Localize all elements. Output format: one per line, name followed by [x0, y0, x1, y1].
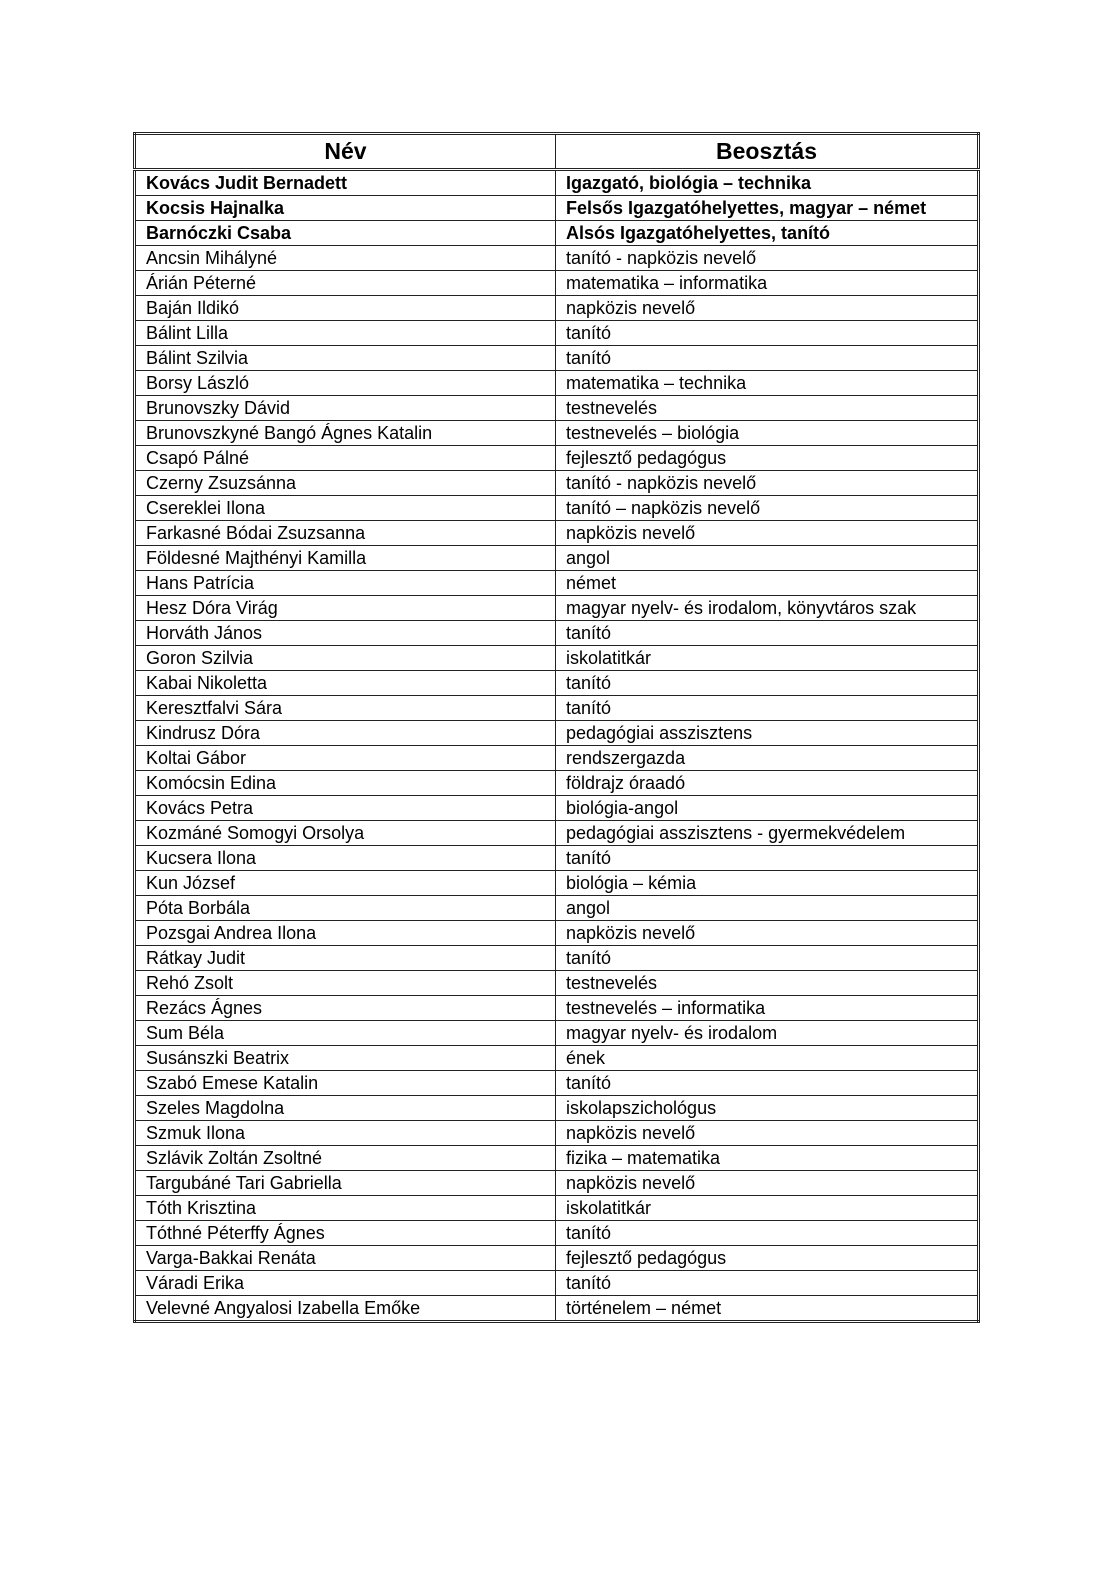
cell-role: rendszergazda: [556, 746, 979, 771]
cell-name: Csapó Pálné: [135, 446, 556, 471]
cell-role: Felsős Igazgatóhelyettes, magyar – német: [556, 196, 979, 221]
cell-role: napközis nevelő: [556, 296, 979, 321]
cell-name: Kun József: [135, 871, 556, 896]
table-row: [135, 546, 979, 571]
cell-name: Bálint Szilvia: [135, 346, 556, 371]
cell-name: Váradi Erika: [135, 1271, 556, 1296]
table-row: [135, 1246, 979, 1271]
table-row: [135, 1046, 979, 1071]
table-row: [135, 721, 979, 746]
table-row: [135, 246, 979, 271]
cell-role: tanító: [556, 1221, 979, 1246]
cell-role: iskolatitkár: [556, 646, 979, 671]
cell-role: magyar nyelv- és irodalom, könyvtáros szak: [556, 596, 979, 621]
cell-name: Kovács Judit Bernadett: [135, 170, 556, 196]
cell-name: Tóthné Péterffy Ágnes: [135, 1221, 556, 1246]
cell-role: angol: [556, 896, 979, 921]
cell-name: Czerny Zsuzsánna: [135, 471, 556, 496]
cell-role: testnevelés – biológia: [556, 421, 979, 446]
header-row: [135, 134, 979, 170]
cell-role: napközis nevelő: [556, 521, 979, 546]
table-row: [135, 1271, 979, 1296]
table-row: [135, 1071, 979, 1096]
cell-role: tanító: [556, 946, 979, 971]
table-row: [135, 1196, 979, 1221]
cell-role: napközis nevelő: [556, 921, 979, 946]
cell-name: Bálint Lilla: [135, 321, 556, 346]
cell-name: Komócsin Edina: [135, 771, 556, 796]
table-row: [135, 421, 979, 446]
table-row: [135, 271, 979, 296]
cell-name: Hesz Dóra Virág: [135, 596, 556, 621]
cell-role: fejlesztő pedagógus: [556, 446, 979, 471]
column-header-name: Név: [135, 134, 556, 170]
cell-role: ének: [556, 1046, 979, 1071]
cell-name: Barnóczki Csaba: [135, 221, 556, 246]
cell-name: Rezács Ágnes: [135, 996, 556, 1021]
cell-name: Kovács Petra: [135, 796, 556, 821]
cell-role: testnevelés – informatika: [556, 996, 979, 1021]
table-row: [135, 446, 979, 471]
table-row: [135, 846, 979, 871]
table-row: [135, 646, 979, 671]
table-row: [135, 371, 979, 396]
cell-name: Brunovszkyné Bangó Ágnes Katalin: [135, 421, 556, 446]
table-row: [135, 221, 979, 246]
cell-name: Keresztfalvi Sára: [135, 696, 556, 721]
cell-name: Kucsera Ilona: [135, 846, 556, 871]
cell-name: Goron Szilvia: [135, 646, 556, 671]
cell-role: tanító: [556, 671, 979, 696]
cell-role: biológia-angol: [556, 796, 979, 821]
table-row: [135, 296, 979, 321]
table-row: [135, 821, 979, 846]
cell-role: tanító: [556, 696, 979, 721]
cell-role: pedagógiai asszisztens - gyermekvédelem: [556, 821, 979, 846]
cell-name: Szlávik Zoltán Zsoltné: [135, 1146, 556, 1171]
cell-role: angol: [556, 546, 979, 571]
cell-name: Horváth János: [135, 621, 556, 646]
table-row: [135, 871, 979, 896]
table-row: [135, 1096, 979, 1121]
cell-role: testnevelés: [556, 396, 979, 421]
cell-name: Brunovszky Dávid: [135, 396, 556, 421]
cell-role: fejlesztő pedagógus: [556, 1246, 979, 1271]
cell-role: Alsós Igazgatóhelyettes, tanító: [556, 221, 979, 246]
table-row: [135, 471, 979, 496]
table-row: [135, 621, 979, 646]
table-row: [135, 921, 979, 946]
table-row: [135, 346, 979, 371]
staff-table: [133, 132, 980, 1323]
cell-role: testnevelés: [556, 971, 979, 996]
cell-role: pedagógiai asszisztens: [556, 721, 979, 746]
cell-name: Farkasné Bódai Zsuzsanna: [135, 521, 556, 546]
cell-role: tanító - napközis nevelő: [556, 471, 979, 496]
cell-role: tanító: [556, 321, 979, 346]
table-row: [135, 671, 979, 696]
cell-name: Velevné Angyalosi Izabella Emőke: [135, 1296, 556, 1322]
table-body: [135, 170, 979, 1322]
cell-name: Borsy László: [135, 371, 556, 396]
cell-name: Tóth Krisztina: [135, 1196, 556, 1221]
table-row: [135, 1121, 979, 1146]
cell-name: Kabai Nikoletta: [135, 671, 556, 696]
table-row: [135, 1221, 979, 1246]
table-row: [135, 496, 979, 521]
cell-name: Szeles Magdolna: [135, 1096, 556, 1121]
cell-name: Varga-Bakkai Renáta: [135, 1246, 556, 1271]
cell-role: magyar nyelv- és irodalom: [556, 1021, 979, 1046]
cell-role: biológia – kémia: [556, 871, 979, 896]
cell-role: matematika – informatika: [556, 271, 979, 296]
table-row: [135, 170, 979, 196]
cell-role: német: [556, 571, 979, 596]
cell-role: tanító: [556, 621, 979, 646]
cell-name: Szabó Emese Katalin: [135, 1071, 556, 1096]
cell-role: Igazgató, biológia – technika: [556, 170, 979, 196]
cell-name: Rátkay Judit: [135, 946, 556, 971]
cell-name: Rehó Zsolt: [135, 971, 556, 996]
cell-name: Koltai Gábor: [135, 746, 556, 771]
table-row: [135, 1021, 979, 1046]
table-row: [135, 771, 979, 796]
cell-name: Ancsin Mihályné: [135, 246, 556, 271]
cell-name: Póta Borbála: [135, 896, 556, 921]
table-row: [135, 796, 979, 821]
cell-name: Csereklei Ilona: [135, 496, 556, 521]
cell-role: tanító: [556, 346, 979, 371]
table-row: [135, 971, 979, 996]
table-header: [135, 134, 979, 170]
table-row: [135, 1296, 979, 1322]
table-row: [135, 1146, 979, 1171]
cell-role: tanító: [556, 1271, 979, 1296]
cell-role: napközis nevelő: [556, 1121, 979, 1146]
table-row: [135, 396, 979, 421]
table-row: [135, 596, 979, 621]
cell-role: iskolapszichológus: [556, 1096, 979, 1121]
cell-role: földrajz óraadó: [556, 771, 979, 796]
cell-name: Hans Patrícia: [135, 571, 556, 596]
cell-name: Targubáné Tari Gabriella: [135, 1171, 556, 1196]
table-row: [135, 946, 979, 971]
cell-name: Baján Ildikó: [135, 296, 556, 321]
cell-role: matematika – technika: [556, 371, 979, 396]
table-row: [135, 196, 979, 221]
cell-role: tanító: [556, 1071, 979, 1096]
table-row: [135, 996, 979, 1021]
cell-name: Susánszki Beatrix: [135, 1046, 556, 1071]
cell-name: Kocsis Hajnalka: [135, 196, 556, 221]
cell-role: tanító: [556, 846, 979, 871]
cell-name: Kozmáné Somogyi Orsolya: [135, 821, 556, 846]
table-row: [135, 571, 979, 596]
cell-role: napközis nevelő: [556, 1171, 979, 1196]
cell-role: tanító – napközis nevelő: [556, 496, 979, 521]
table-row: [135, 696, 979, 721]
cell-role: fizika – matematika: [556, 1146, 979, 1171]
table-row: [135, 321, 979, 346]
table-row: [135, 1171, 979, 1196]
cell-role: tanító - napközis nevelő: [556, 246, 979, 271]
cell-name: Árián Péterné: [135, 271, 556, 296]
cell-name: Pozsgai Andrea Ilona: [135, 921, 556, 946]
cell-role: történelem – német: [556, 1296, 979, 1322]
cell-name: Sum Béla: [135, 1021, 556, 1046]
cell-name: Földesné Majthényi Kamilla: [135, 546, 556, 571]
cell-name: Szmuk Ilona: [135, 1121, 556, 1146]
cell-role: iskolatitkár: [556, 1196, 979, 1221]
column-header-role: Beosztás: [556, 134, 979, 170]
table-row: [135, 896, 979, 921]
table-row: [135, 746, 979, 771]
cell-name: Kindrusz Dóra: [135, 721, 556, 746]
table-row: [135, 521, 979, 546]
